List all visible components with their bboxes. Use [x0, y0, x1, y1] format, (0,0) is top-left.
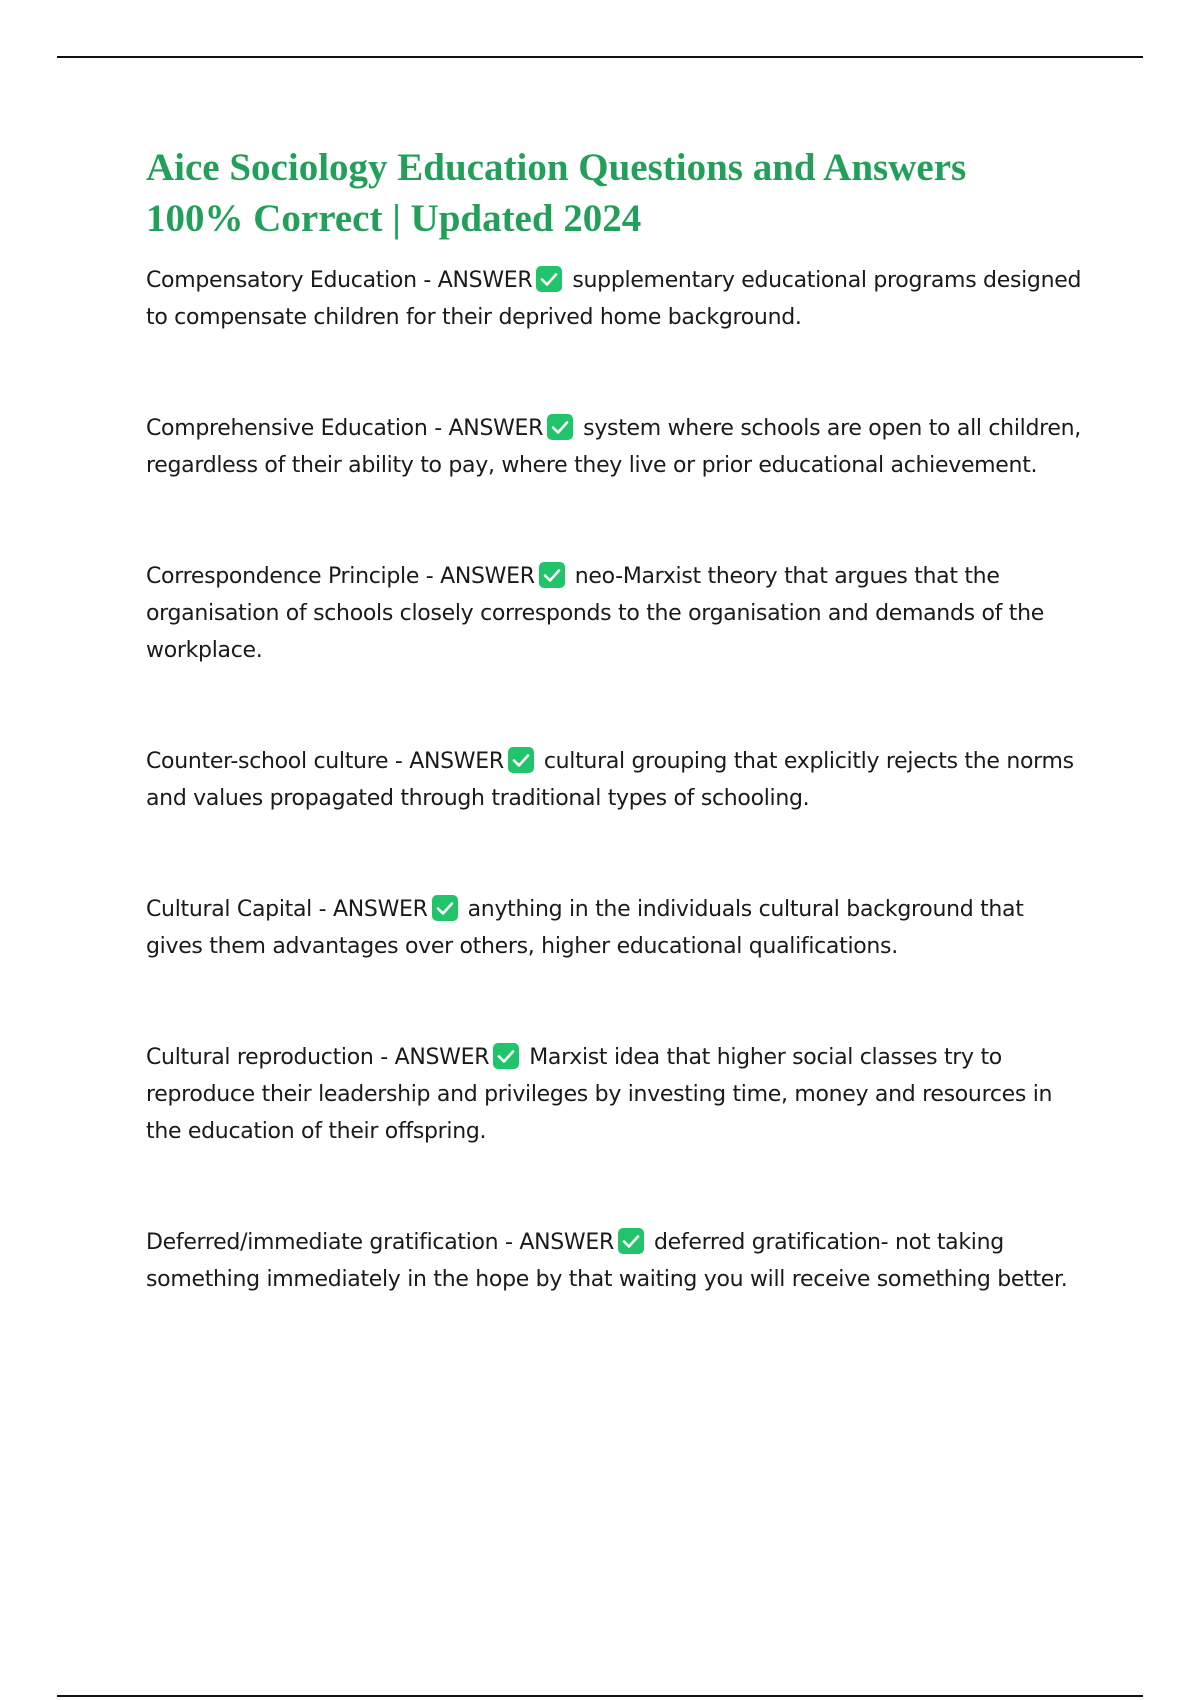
list-item: Cultural Capital - ANSWER anything in the individuals cultural background that gives them advantages over others, higher educational qualifications.: [146, 897, 1024, 959]
check-icon: [618, 1228, 644, 1254]
answer-label: ANSWER: [437, 268, 533, 293]
entry-definition: neo-Marxist theory that argues that the organisation of schools closely corresponds to the organisation and demands of the workplace.: [146, 564, 1044, 663]
list-item: Cultural reproduction - ANSWER Marxist idea that higher social classes try to reproduce their leadership and privileges by investing time, money and resources in the education of their offspring.: [146, 1045, 1053, 1144]
entry-definition: Marxist idea that higher social classes try to reproduce their leadership and privileges by investing time, money and resources in the education of their offspring.: [146, 1045, 1053, 1144]
answer-label: ANSWER: [448, 416, 544, 441]
check-icon: [536, 266, 562, 292]
title-line-2: 100% Correct | Updated 2024: [146, 197, 642, 240]
check-icon: [432, 895, 458, 921]
check-icon: [508, 747, 534, 773]
answer-label: ANSWER: [440, 564, 535, 589]
entry-term: Counter-school culture: [146, 749, 389, 774]
entry-definition: supplementary educational programs designed to compensate children for their deprived home background.: [146, 268, 1082, 330]
list-item: Deferred/immediate gratification - ANSWER deferred gratification- not taking something immediately in the hope by that waiting you will receive something better.: [146, 1230, 1068, 1292]
entry-list: [146, 262, 1086, 1298]
list-item: Counter-school culture - ANSWER cultural grouping that explicitly rejects the norms and values propagated through traditional types of schooling.: [146, 749, 1074, 811]
entry-definition: cultural grouping that explicitly rejects the norms and values propagated through traditional types of schooling.: [146, 749, 1074, 811]
entry-term: Comprehensive Education: [146, 416, 428, 441]
check-icon: [539, 562, 565, 588]
check-icon: [493, 1043, 519, 1069]
check-icon: [547, 414, 573, 440]
entry-term: Compensatory Education: [146, 268, 417, 293]
list-item: Comprehensive Education - ANSWER system where schools are open to all children, regardless of their ability to pay, where they live or prior educational achievement.: [146, 416, 1081, 478]
entry-term: Correspondence Principle: [146, 564, 420, 589]
entry-definition: deferred gratification- not taking something immediately in the hope by that waiting you will receive something better.: [146, 1230, 1068, 1292]
answer-label: ANSWER: [519, 1230, 614, 1255]
document-body: [146, 142, 1086, 1298]
list-item: Correspondence Principle - ANSWER neo-Marxist theory that argues that the organisation of schools closely corresponds to the organisation and demands of the workplace.: [146, 564, 1044, 663]
top-rule: [57, 56, 1143, 58]
bottom-rule: [57, 1695, 1143, 1697]
answer-label: ANSWER: [409, 749, 504, 774]
entry-definition: system where schools are open to all children, regardless of their ability to pay, where they live or prior educational achievement.: [146, 416, 1081, 478]
entry-term: Cultural reproduction: [146, 1045, 374, 1070]
entry-term: Deferred/immediate gratification: [146, 1230, 499, 1255]
list-item: Compensatory Education - ANSWER supplementary educational programs designed to compensate children for their deprived home background.: [146, 268, 1082, 330]
title-line-1: Aice Sociology Education Questions and Answers: [146, 146, 967, 189]
entry-term: Cultural Capital: [146, 897, 312, 922]
answer-label: ANSWER: [394, 1045, 490, 1070]
entry-definition: anything in the individuals cultural background that gives them advantages over others, higher educational qualifications.: [146, 897, 1024, 959]
document-title: [146, 142, 1086, 244]
answer-label: ANSWER: [333, 897, 428, 922]
